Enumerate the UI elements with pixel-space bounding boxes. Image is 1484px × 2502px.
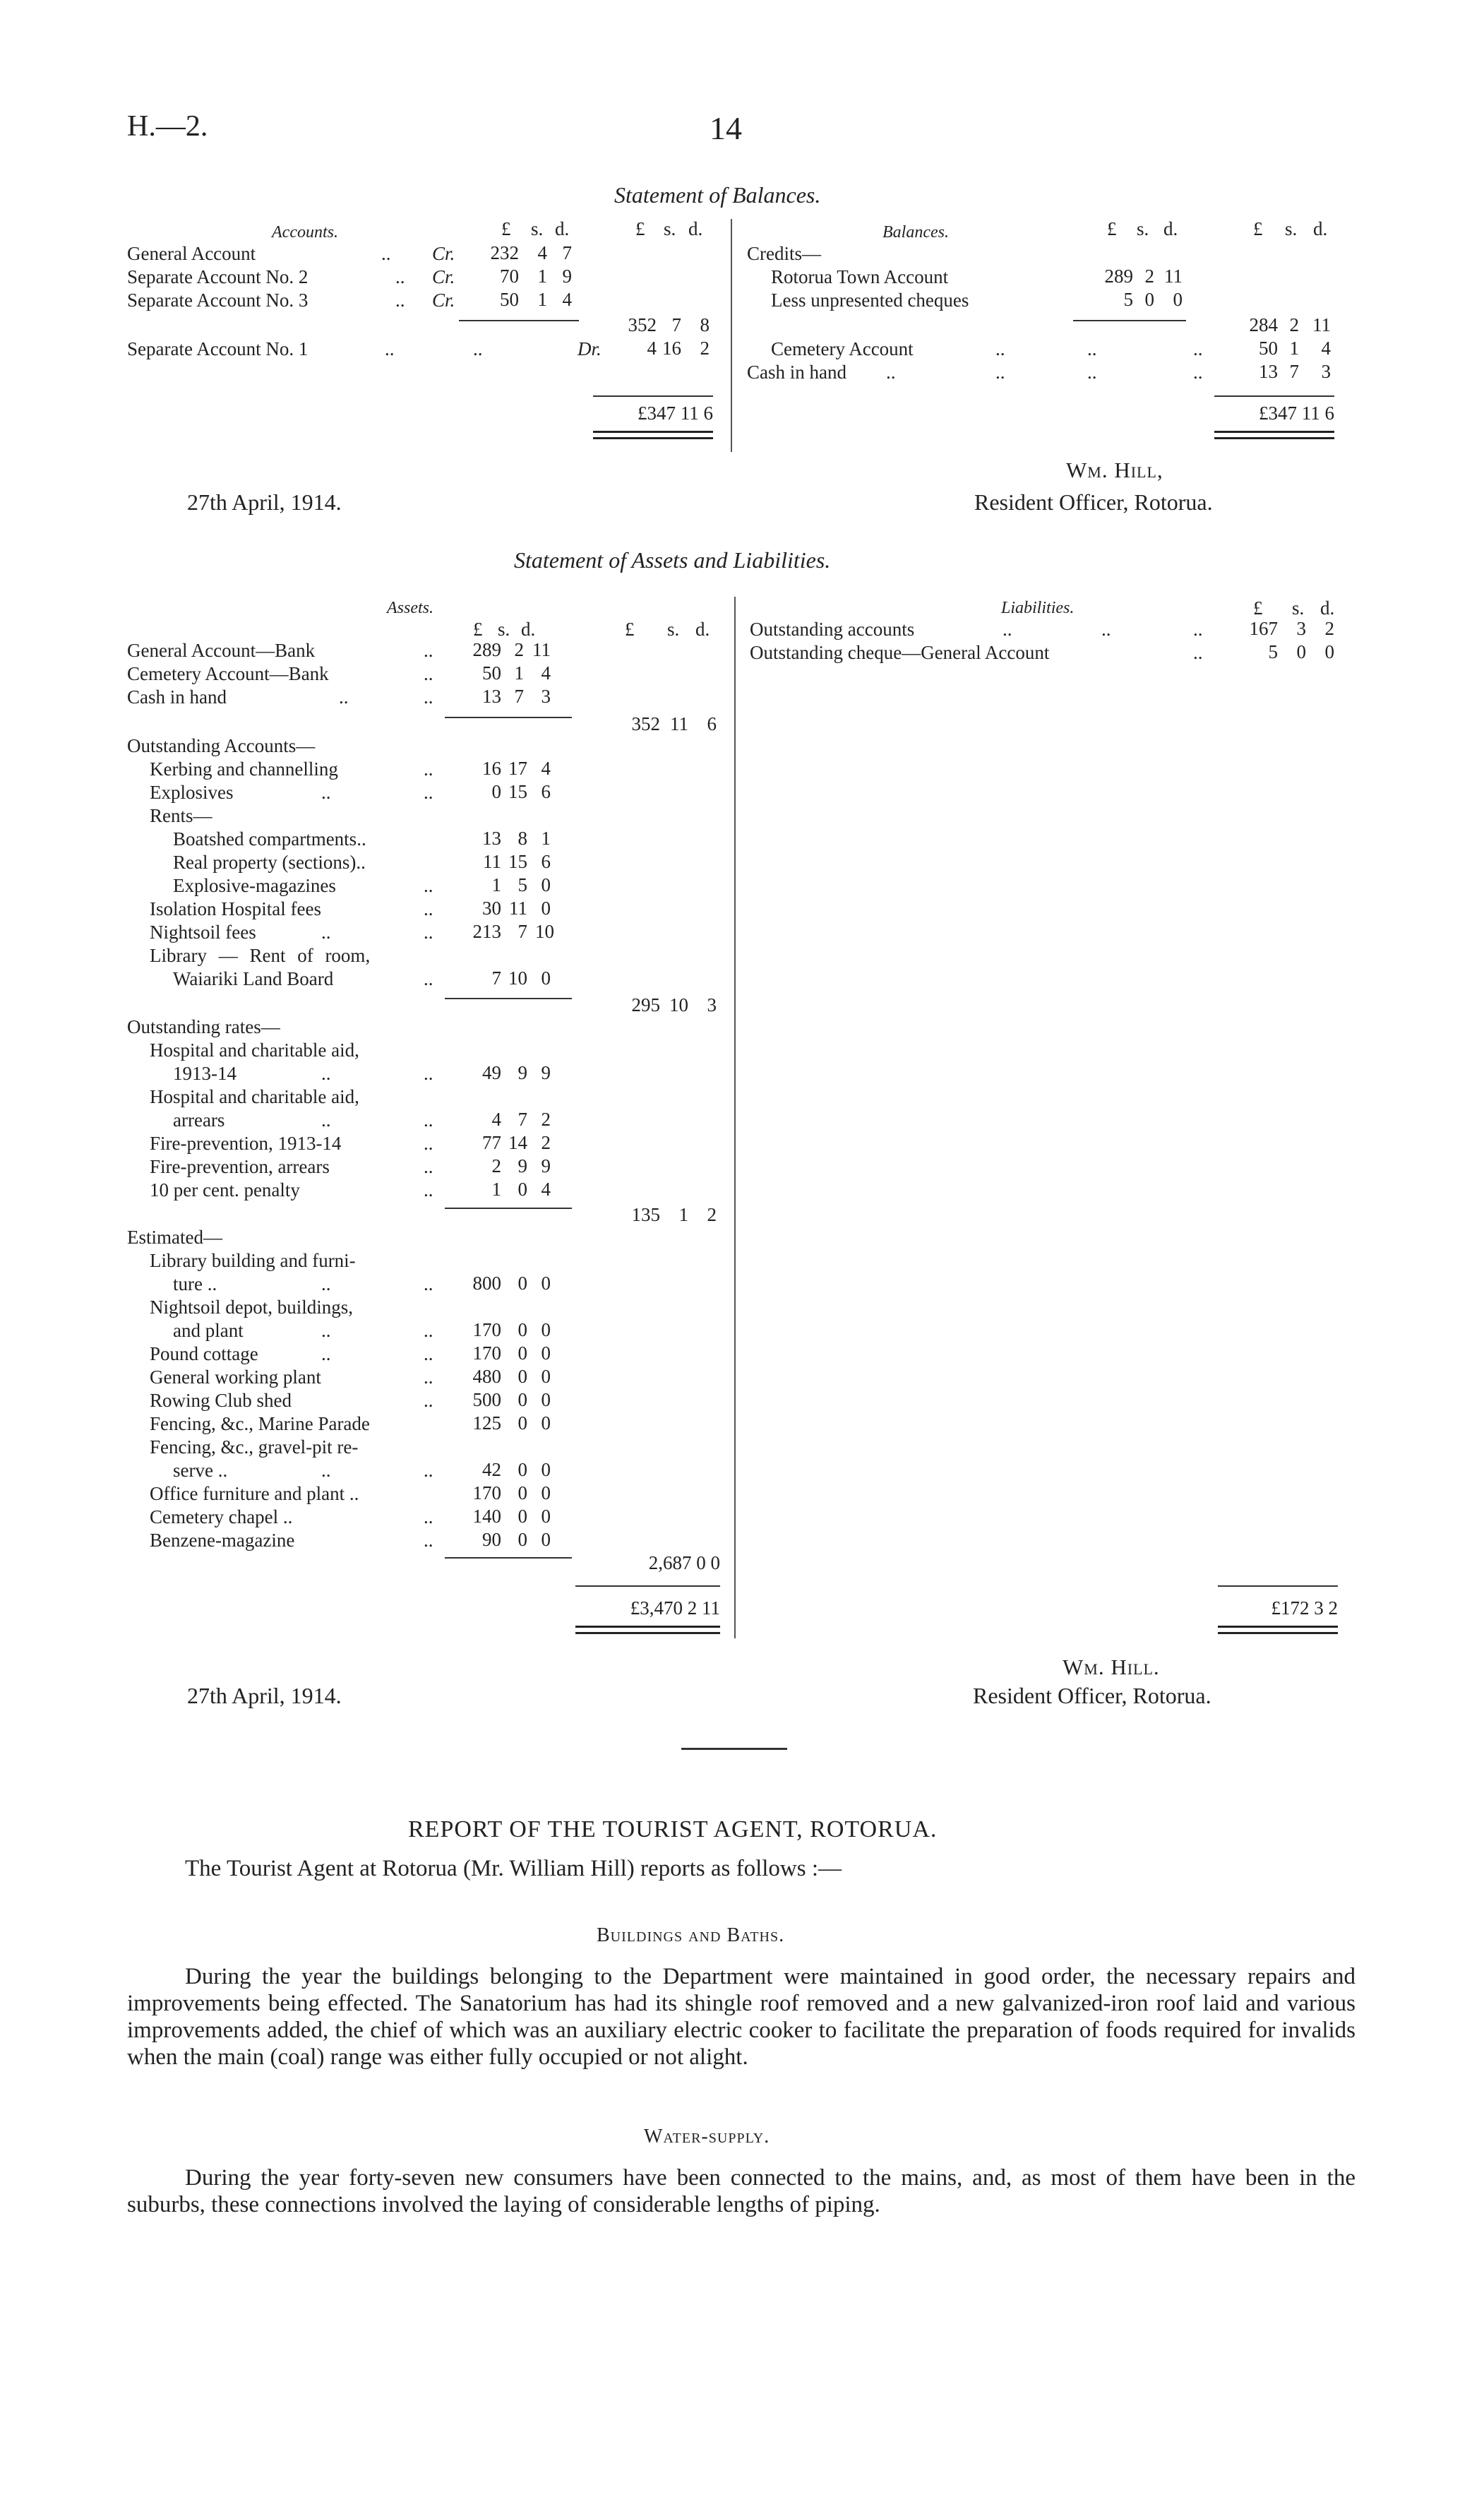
estimated-label: Estimated— bbox=[127, 1227, 222, 1248]
pence: 0 bbox=[1173, 289, 1183, 310]
pence: 2 bbox=[541, 1109, 551, 1130]
pence: 4 bbox=[541, 1179, 551, 1200]
shillings: 2 bbox=[1144, 266, 1154, 287]
col-s: s. bbox=[1137, 218, 1149, 239]
pounds: 289 bbox=[1104, 266, 1133, 287]
double-rule bbox=[1218, 1626, 1338, 1634]
pounds: 800 bbox=[472, 1273, 501, 1294]
pence: 3 bbox=[541, 686, 551, 707]
leader-dots: .. bbox=[395, 290, 405, 311]
pence: 4 bbox=[1321, 338, 1331, 359]
pence: 0 bbox=[541, 1412, 551, 1434]
leader-dots: .. bbox=[886, 362, 896, 383]
pounds: 4 bbox=[491, 1109, 501, 1130]
total-rule bbox=[575, 1585, 720, 1587]
section-divider bbox=[681, 1748, 787, 1750]
leader-dots: .. bbox=[321, 1343, 331, 1364]
col-l2: £ bbox=[625, 619, 635, 640]
pounds: 2 bbox=[491, 1155, 501, 1176]
assets-heading: Assets. bbox=[387, 599, 433, 617]
shillings: 7 bbox=[514, 686, 524, 707]
pence: 2 bbox=[707, 1204, 717, 1225]
leader-dots: .. bbox=[424, 686, 433, 708]
credits-label: Credits— bbox=[747, 243, 821, 264]
pence: 0 bbox=[541, 967, 551, 989]
asset-name: Hospital and charitable aid, bbox=[150, 1039, 359, 1061]
leader-dots: .. bbox=[424, 663, 433, 684]
signature-name: Wm. Hill. bbox=[1063, 1655, 1160, 1679]
leader-dots: .. bbox=[424, 1460, 433, 1481]
rents-label: Rents— bbox=[150, 805, 213, 826]
col-l2: £ bbox=[635, 218, 645, 239]
page-number: 14 bbox=[710, 110, 742, 146]
asset-name: Pound cottage bbox=[150, 1343, 258, 1364]
leader-dots: .. bbox=[473, 338, 483, 359]
pounds: 50 bbox=[482, 662, 501, 684]
leader-dots: .. bbox=[1193, 338, 1203, 359]
asset-name: Cemetery Account—Bank bbox=[127, 663, 329, 684]
net-rule bbox=[1073, 320, 1186, 321]
pounds: 50 bbox=[1259, 338, 1278, 359]
col-d2: d. bbox=[695, 619, 710, 640]
asset-name: General Account—Bank bbox=[127, 640, 316, 661]
shillings: 0 bbox=[517, 1273, 527, 1294]
pence: 11 bbox=[1164, 266, 1183, 287]
pounds: 232 bbox=[490, 242, 519, 263]
pence: 0 bbox=[541, 898, 551, 919]
asset-name: Real property (sections).. bbox=[173, 852, 366, 873]
credit-mark: Cr. bbox=[432, 243, 455, 264]
pounds: 500 bbox=[472, 1389, 501, 1410]
shillings: 10 bbox=[508, 967, 527, 989]
pounds: 90 bbox=[482, 1529, 501, 1550]
double-rule bbox=[1214, 431, 1334, 439]
shillings: 0 bbox=[517, 1506, 527, 1527]
leader-dots: .. bbox=[424, 1506, 433, 1527]
pounds: 77 bbox=[482, 1132, 501, 1153]
shillings: 7 bbox=[1289, 361, 1299, 382]
shillings: 1 bbox=[514, 662, 524, 684]
pounds: 352 bbox=[631, 713, 660, 734]
pence: 0 bbox=[541, 1506, 551, 1527]
leader-dots: .. bbox=[424, 782, 433, 803]
document-code: H.—2. bbox=[127, 110, 208, 143]
shillings: 7 bbox=[517, 1109, 527, 1130]
liability-name: Outstanding accounts bbox=[750, 619, 915, 640]
col-d: d. bbox=[1320, 597, 1335, 619]
leader-dots: .. bbox=[321, 922, 331, 943]
leader-dots: .. bbox=[424, 1156, 433, 1177]
leader-dots: .. bbox=[424, 640, 433, 661]
leader-dots: .. bbox=[1087, 362, 1097, 383]
asset-name: and plant bbox=[173, 1320, 244, 1341]
leader-dots: .. bbox=[1101, 619, 1111, 640]
pounds: 4 bbox=[647, 338, 657, 359]
pounds: 49 bbox=[482, 1062, 501, 1083]
asset-name: Benzene-magazine bbox=[150, 1530, 295, 1551]
asset-name: Office furniture and plant .. bbox=[150, 1483, 359, 1504]
report-intro: The Tourist Agent at Rotorua (Mr. William Hill) reports as follows :— bbox=[185, 1856, 842, 1881]
shillings: 9 bbox=[517, 1062, 527, 1083]
account-name: Separate Account No. 3 bbox=[127, 290, 309, 311]
leader-dots: .. bbox=[424, 898, 433, 919]
asset-name: arrears bbox=[173, 1109, 225, 1131]
leader-dots: .. bbox=[424, 968, 433, 989]
leader-dots: .. bbox=[424, 1109, 433, 1131]
pence: 0 bbox=[541, 1389, 551, 1410]
assets-total: £3,470 2 11 bbox=[630, 1597, 720, 1619]
pence: 6 bbox=[707, 713, 717, 734]
leader-dots: .. bbox=[424, 758, 433, 780]
pence: 7 bbox=[562, 242, 572, 263]
cash-in-hand: Cash in hand bbox=[747, 362, 846, 383]
outstanding-label: Outstanding Accounts— bbox=[127, 735, 316, 756]
balances-heading: Balances. bbox=[882, 223, 949, 242]
subtotal-rule bbox=[445, 1208, 572, 1209]
pence: 9 bbox=[562, 266, 572, 287]
pounds: 140 bbox=[472, 1506, 501, 1527]
pence: 0 bbox=[541, 1342, 551, 1364]
pence: 6 bbox=[541, 781, 551, 802]
leader-dots: .. bbox=[381, 243, 391, 264]
shillings: 0 bbox=[517, 1366, 527, 1387]
pounds: 5 bbox=[1123, 289, 1133, 310]
pence: 0 bbox=[541, 1319, 551, 1340]
section-heading: Water-supply. bbox=[644, 2126, 770, 2147]
liabilities-heading: Liabilities. bbox=[1001, 599, 1075, 617]
balances-date: 27th April, 1914. bbox=[187, 489, 342, 515]
leader-dots: .. bbox=[339, 686, 349, 708]
shillings: 1 bbox=[537, 266, 547, 287]
asset-name: Boatshed compartments.. bbox=[173, 828, 366, 850]
pence: 0 bbox=[541, 1482, 551, 1503]
pounds: 213 bbox=[472, 921, 501, 942]
leader-dots: .. bbox=[995, 338, 1005, 359]
leader-dots: .. bbox=[995, 362, 1005, 383]
leader-dots: .. bbox=[424, 1320, 433, 1341]
leader-dots: .. bbox=[321, 1460, 331, 1481]
col-d2: d. bbox=[688, 218, 703, 239]
pence: 11 bbox=[1312, 314, 1331, 335]
asset-name: Fencing, &c., Marine Parade bbox=[150, 1413, 370, 1434]
credit-mark: Cr. bbox=[432, 290, 455, 311]
leader-dots: .. bbox=[424, 1133, 433, 1154]
shillings: 1 bbox=[678, 1204, 688, 1225]
pounds: 13 bbox=[482, 686, 501, 707]
estimated-total: 2,687 0 0 bbox=[648, 1552, 720, 1573]
leader-dots: .. bbox=[424, 1366, 433, 1388]
col-l: £ bbox=[473, 619, 483, 640]
shillings: 0 bbox=[517, 1319, 527, 1340]
leader-dots: .. bbox=[321, 782, 331, 803]
leader-dots: .. bbox=[424, 922, 433, 943]
leader-dots: .. bbox=[1193, 619, 1203, 640]
pence: 4 bbox=[562, 289, 572, 310]
col-d: d. bbox=[555, 218, 570, 239]
pence: 4 bbox=[541, 758, 551, 779]
pounds: 16 bbox=[482, 758, 501, 779]
shillings: 0 bbox=[517, 1412, 527, 1434]
pence: 9 bbox=[541, 1062, 551, 1083]
shillings: 0 bbox=[517, 1342, 527, 1364]
col-s: s. bbox=[531, 218, 544, 239]
liabilities-total: £172 3 2 bbox=[1271, 1597, 1338, 1619]
col-l2: £ bbox=[1253, 218, 1263, 239]
total-rule bbox=[1214, 395, 1334, 397]
pounds: 42 bbox=[482, 1459, 501, 1480]
subtotal-rule bbox=[445, 717, 572, 718]
pence: 0 bbox=[1324, 641, 1334, 662]
column-divider bbox=[734, 597, 736, 1638]
shillings: 16 bbox=[662, 338, 681, 359]
pounds: 289 bbox=[472, 639, 501, 660]
shillings: 0 bbox=[1296, 641, 1306, 662]
total-rule bbox=[593, 395, 713, 397]
pounds: 135 bbox=[631, 1204, 660, 1225]
shillings: 15 bbox=[508, 781, 527, 802]
pounds: 70 bbox=[500, 266, 519, 287]
pence: 0 bbox=[541, 1529, 551, 1550]
shillings: 11 bbox=[670, 713, 688, 734]
pounds: 170 bbox=[472, 1482, 501, 1503]
asset-name: General working plant bbox=[150, 1366, 321, 1388]
right-total: £347 11 6 bbox=[1259, 403, 1334, 424]
pence: 0 bbox=[541, 1366, 551, 1387]
shillings: 14 bbox=[508, 1132, 527, 1153]
col-d: d. bbox=[521, 619, 536, 640]
leader-dots: .. bbox=[321, 1320, 331, 1341]
shillings: 3 bbox=[1296, 618, 1306, 639]
shillings: 5 bbox=[517, 874, 527, 895]
shillings: 0 bbox=[517, 1529, 527, 1550]
pence: 2 bbox=[700, 338, 710, 359]
asset-name: Nightsoil fees bbox=[150, 922, 256, 943]
asset-name: Library building and furni- bbox=[150, 1250, 356, 1271]
col-l: £ bbox=[501, 218, 511, 239]
asset-name: Kerbing and channelling bbox=[150, 758, 338, 780]
town-account: Rotorua Town Account bbox=[771, 266, 949, 287]
account-name: General Account bbox=[127, 243, 256, 264]
leader-dots: .. bbox=[424, 1390, 433, 1411]
shillings: 8 bbox=[517, 828, 527, 849]
asset-name: Fencing, &c., gravel-pit re- bbox=[150, 1436, 359, 1458]
asset-name: Cemetery chapel .. bbox=[150, 1506, 293, 1527]
subtotal-shillings: 7 bbox=[671, 314, 681, 335]
double-rule bbox=[575, 1626, 720, 1634]
pounds: 50 bbox=[500, 289, 519, 310]
paragraph: During the year the buildings belonging to the Department were maintained in good order, the necessary repairs and improvements being effected. The Sanatorium has had its shingle roof removed and a new galvanized-iron roof laid and various improvements added, the chief of which was an auxiliary electric cooker to facilitate the preparation of foods required for invalids when the main (coal) range was either fully occupied or not alight. bbox=[127, 1964, 1356, 2070]
subtotal-pence: 8 bbox=[700, 314, 710, 335]
signature-title: Resident Officer, Rotorua. bbox=[974, 489, 1213, 515]
paragraph: During the year forty-seven new consumers have been connected to the mains, and, as most of them have been in the suburbs, these connections involved the laying of considerable lengths of piping. bbox=[127, 2165, 1356, 2217]
leader-dots: .. bbox=[321, 1063, 331, 1084]
shillings: 15 bbox=[508, 851, 527, 872]
pence: 0 bbox=[541, 1273, 551, 1294]
subtotal-rule bbox=[445, 998, 572, 999]
pence: 11 bbox=[532, 639, 551, 660]
pence: 10 bbox=[535, 921, 554, 942]
subtotal-pounds: 352 bbox=[628, 314, 657, 335]
leader-dots: .. bbox=[424, 1179, 433, 1201]
asset-name: Cash in hand bbox=[127, 686, 227, 708]
asset-name: Isolation Hospital fees bbox=[150, 898, 321, 919]
pounds: 0 bbox=[491, 781, 501, 802]
left-total: £347 11 6 bbox=[638, 403, 713, 424]
account-name: Separate Account No. 2 bbox=[127, 266, 309, 287]
leader-dots: .. bbox=[424, 875, 433, 896]
double-rule bbox=[593, 431, 713, 439]
shillings: 0 bbox=[517, 1179, 527, 1200]
subtotal-rule bbox=[459, 320, 579, 321]
col-s2: s. bbox=[667, 619, 680, 640]
pounds: 125 bbox=[472, 1412, 501, 1434]
pence: 3 bbox=[707, 994, 717, 1015]
account-name: Separate Account No. 1 bbox=[127, 338, 309, 359]
shillings: 7 bbox=[517, 921, 527, 942]
rates-label: Outstanding rates— bbox=[127, 1016, 280, 1037]
pence: 3 bbox=[1321, 361, 1331, 382]
shillings: 17 bbox=[508, 758, 527, 779]
pence: 1 bbox=[541, 828, 551, 849]
pence: 2 bbox=[541, 1132, 551, 1153]
shillings: 0 bbox=[517, 1482, 527, 1503]
leader-dots: .. bbox=[424, 1063, 433, 1084]
leader-dots: .. bbox=[424, 1530, 433, 1551]
pounds: 13 bbox=[482, 828, 501, 849]
asset-name: Fire-prevention, 1913-14 bbox=[150, 1133, 342, 1154]
shillings: 10 bbox=[669, 994, 688, 1015]
signature-title: Resident Officer, Rotorua. bbox=[973, 1683, 1211, 1708]
shillings: 0 bbox=[517, 1389, 527, 1410]
shillings: 1 bbox=[537, 289, 547, 310]
leader-dots: .. bbox=[424, 1343, 433, 1364]
asset-name: Nightsoil depot, buildings, bbox=[150, 1297, 354, 1318]
shillings: 9 bbox=[517, 1155, 527, 1176]
assets-date: 27th April, 1914. bbox=[187, 1683, 342, 1708]
unpresented-cheques: Less unpresented cheques bbox=[771, 290, 969, 311]
signature-name: Wm. Hill, bbox=[1066, 458, 1163, 482]
col-s2: s. bbox=[664, 218, 676, 239]
asset-name: Explosives bbox=[150, 782, 234, 803]
asset-name: Rowing Club shed bbox=[150, 1390, 292, 1411]
credit-mark: Cr. bbox=[432, 266, 455, 287]
col-s: s. bbox=[498, 619, 510, 640]
pounds: 170 bbox=[472, 1319, 501, 1340]
pence: 6 bbox=[541, 851, 551, 872]
accounts-heading: Accounts. bbox=[272, 223, 338, 242]
asset-name: Waiariki Land Board bbox=[173, 968, 334, 989]
total-rule bbox=[1218, 1585, 1338, 1587]
column-divider bbox=[731, 219, 732, 452]
col-d: d. bbox=[1163, 218, 1178, 239]
shillings: 11 bbox=[509, 898, 527, 919]
pence: 0 bbox=[541, 874, 551, 895]
asset-name: 1913-14 bbox=[173, 1063, 237, 1084]
shillings: 2 bbox=[1289, 314, 1299, 335]
cemetery-account: Cemetery Account bbox=[771, 338, 914, 359]
shillings: 0 bbox=[517, 1459, 527, 1480]
pence: 4 bbox=[541, 662, 551, 684]
asset-name: ture .. bbox=[173, 1273, 217, 1294]
pounds: 1 bbox=[491, 1179, 501, 1200]
asset-name: 10 per cent. penalty bbox=[150, 1179, 300, 1201]
col-s: s. bbox=[1292, 597, 1305, 619]
pounds: 5 bbox=[1268, 641, 1278, 662]
leader-dots: .. bbox=[321, 1109, 331, 1131]
leader-dots: .. bbox=[1087, 338, 1097, 359]
subtotal-rule bbox=[445, 1557, 572, 1559]
pounds: 7 bbox=[491, 967, 501, 989]
section-heading: Buildings and Baths. bbox=[597, 1924, 785, 1946]
report-title: REPORT OF THE TOURIST AGENT, ROTORUA. bbox=[408, 1816, 938, 1842]
shillings: 1 bbox=[1289, 338, 1299, 359]
col-l: £ bbox=[1253, 597, 1263, 619]
pounds: 11 bbox=[483, 851, 501, 872]
asset-name: Fire-prevention, arrears bbox=[150, 1156, 330, 1177]
asset-name: Hospital and charitable aid, bbox=[150, 1086, 359, 1107]
pence: 2 bbox=[1324, 618, 1334, 639]
leader-dots: .. bbox=[1193, 362, 1203, 383]
pounds: 167 bbox=[1249, 618, 1278, 639]
leader-dots: .. bbox=[395, 266, 405, 287]
leader-dots: .. bbox=[321, 1273, 331, 1294]
balances-title: Statement of Balances. bbox=[614, 182, 821, 208]
shillings: 2 bbox=[514, 639, 524, 660]
col-d2: d. bbox=[1313, 218, 1328, 239]
pounds: 295 bbox=[631, 994, 660, 1015]
liability-name: Outstanding cheque—General Account bbox=[750, 642, 1050, 663]
pounds: 284 bbox=[1249, 314, 1278, 335]
asset-name: serve .. bbox=[173, 1460, 228, 1481]
col-s2: s. bbox=[1285, 218, 1298, 239]
shillings: 0 bbox=[1144, 289, 1154, 310]
leader-dots: .. bbox=[385, 338, 395, 359]
leader-dots: .. bbox=[1003, 619, 1012, 640]
debit-mark: Dr. bbox=[578, 338, 602, 359]
pounds: 170 bbox=[472, 1342, 501, 1364]
pence: 0 bbox=[541, 1459, 551, 1480]
shillings: 4 bbox=[537, 242, 547, 263]
pounds: 13 bbox=[1259, 361, 1278, 382]
pounds: 480 bbox=[472, 1366, 501, 1387]
leader-dots: .. bbox=[424, 1273, 433, 1294]
pence: 9 bbox=[541, 1155, 551, 1176]
asset-name: Library — Rent of room, bbox=[150, 945, 371, 966]
leader-dots: .. bbox=[1193, 642, 1203, 663]
pounds: 30 bbox=[482, 898, 501, 919]
col-l: £ bbox=[1107, 218, 1117, 239]
assets-title: Statement of Assets and Liabilities. bbox=[514, 547, 831, 573]
asset-name: Explosive-magazines bbox=[173, 875, 336, 896]
pounds: 1 bbox=[491, 874, 501, 895]
